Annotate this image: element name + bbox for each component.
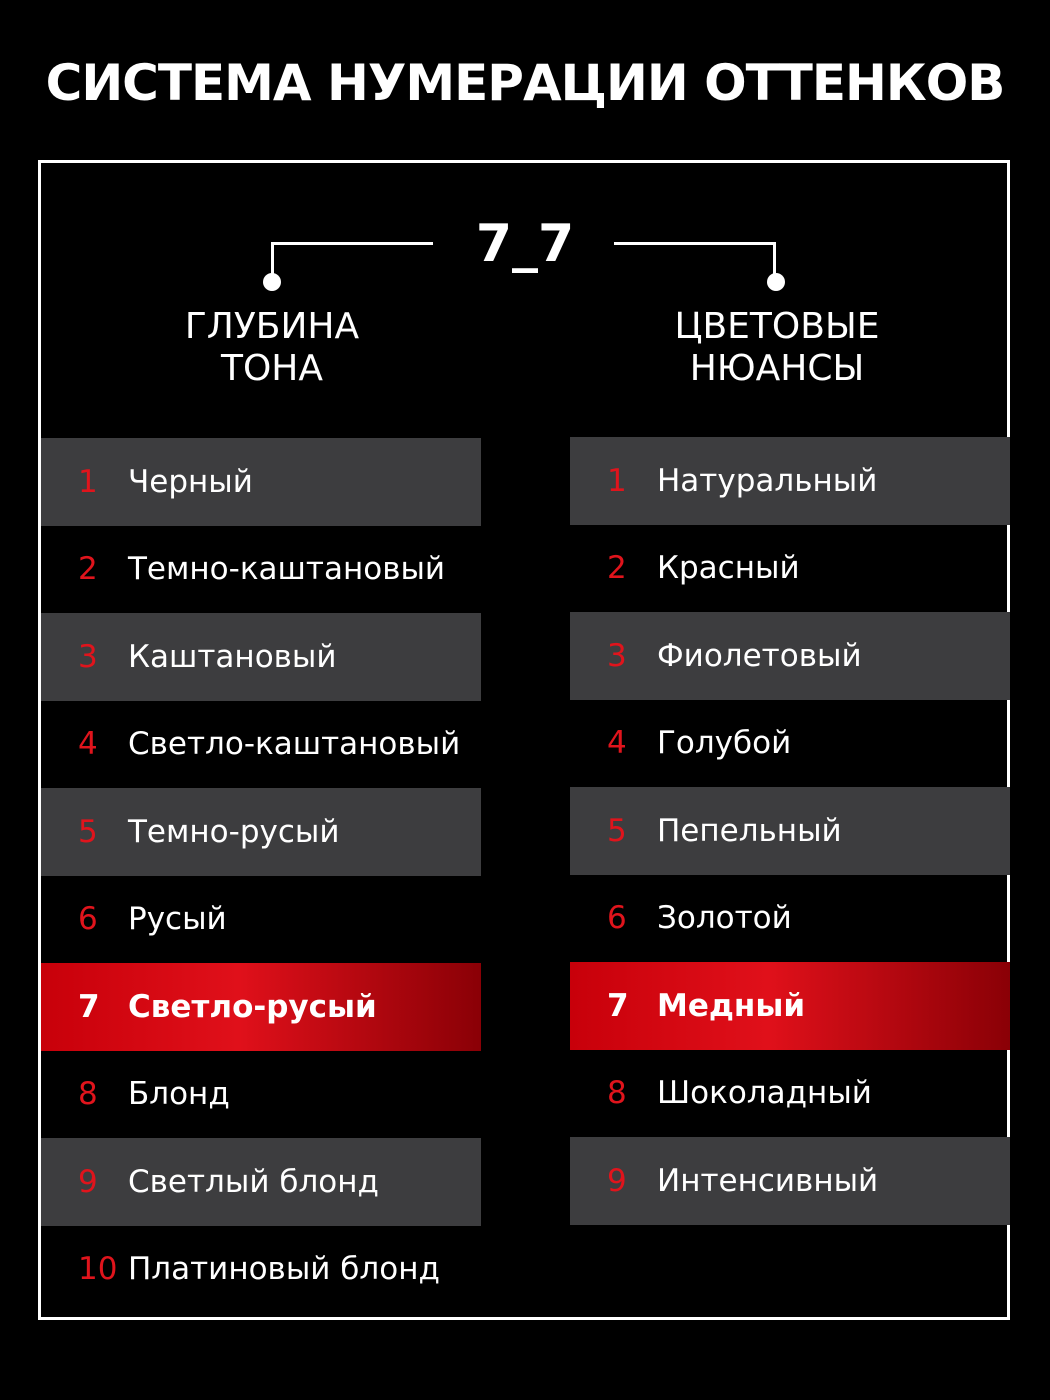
item-label: Темно-русый <box>128 813 340 850</box>
item-label: Русый <box>128 901 227 938</box>
color-nuance-list <box>570 437 1010 1225</box>
item-number: 5 <box>607 812 627 849</box>
item-number: 9 <box>607 1162 627 1199</box>
item-label: Золотой <box>657 900 792 937</box>
right-column-heading <box>627 306 927 390</box>
connector-dot-left <box>263 273 281 291</box>
page-title: СИСТЕМА НУМЕРАЦИИ ОТТЕНКОВ <box>45 54 1005 112</box>
item-number: 8 <box>78 1076 98 1113</box>
list-item <box>41 613 481 701</box>
item-number: 7 <box>607 987 629 1024</box>
shade-code: 7_7 <box>475 214 575 274</box>
item-number: 4 <box>607 725 627 762</box>
item-number: 4 <box>78 726 98 763</box>
list-item <box>41 1051 481 1139</box>
item-number: 3 <box>607 637 627 674</box>
tone-depth-list <box>41 438 481 1313</box>
list-item <box>570 700 1010 788</box>
item-label: Блонд <box>128 1076 230 1113</box>
heading-line: НЮАНСЫ <box>689 348 865 389</box>
list-item <box>41 701 481 789</box>
item-label: Светло-русый <box>128 988 377 1025</box>
connector-right <box>614 242 776 274</box>
item-label: Черный <box>128 463 253 500</box>
item-number: 1 <box>78 463 98 500</box>
item-label: Светло-каштановый <box>128 726 461 763</box>
item-label: Темно-каштановый <box>128 551 446 588</box>
item-number: 3 <box>78 638 98 675</box>
list-item <box>41 1138 481 1226</box>
item-label: Интенсивный <box>657 1162 879 1199</box>
item-label: Платиновый блонд <box>128 1251 440 1288</box>
item-label: Натуральный <box>657 462 878 499</box>
connector-left <box>271 242 433 274</box>
item-number: 6 <box>78 901 98 938</box>
item-number: 2 <box>78 551 98 588</box>
item-number: 7 <box>78 988 100 1025</box>
item-label: Голубой <box>657 725 792 762</box>
item-label: Светлый блонд <box>128 1163 379 1200</box>
item-number: 10 <box>78 1251 118 1288</box>
item-number: 5 <box>78 813 98 850</box>
list-item <box>41 788 481 876</box>
heading-line: ТОНА <box>220 348 324 389</box>
list-item-highlighted <box>570 962 1010 1050</box>
item-number: 2 <box>607 550 627 587</box>
list-item <box>41 438 481 526</box>
item-label: Пепельный <box>657 812 842 849</box>
list-item <box>570 437 1010 525</box>
list-item <box>570 875 1010 963</box>
heading-line: ЦВЕТОВЫЕ <box>674 306 880 347</box>
item-number: 6 <box>607 900 627 937</box>
list-item <box>570 1050 1010 1138</box>
item-label: Каштановый <box>128 638 337 675</box>
item-label: Красный <box>657 550 800 587</box>
list-item-highlighted <box>41 963 481 1051</box>
heading-line: ГЛУБИНА <box>184 306 360 347</box>
list-item <box>41 876 481 964</box>
list-item <box>570 525 1010 613</box>
item-number: 9 <box>78 1163 98 1200</box>
list-item <box>570 787 1010 875</box>
list-item <box>570 1137 1010 1225</box>
item-number: 1 <box>607 462 627 499</box>
item-number: 8 <box>607 1075 627 1112</box>
item-label: Фиолетовый <box>657 637 862 674</box>
list-item <box>41 1226 481 1314</box>
item-label: Медный <box>657 987 806 1024</box>
list-item <box>41 526 481 614</box>
left-column-heading <box>122 306 422 390</box>
list-item <box>570 612 1010 700</box>
item-label: Шоколадный <box>657 1075 872 1112</box>
connector-dot-right <box>767 273 785 291</box>
